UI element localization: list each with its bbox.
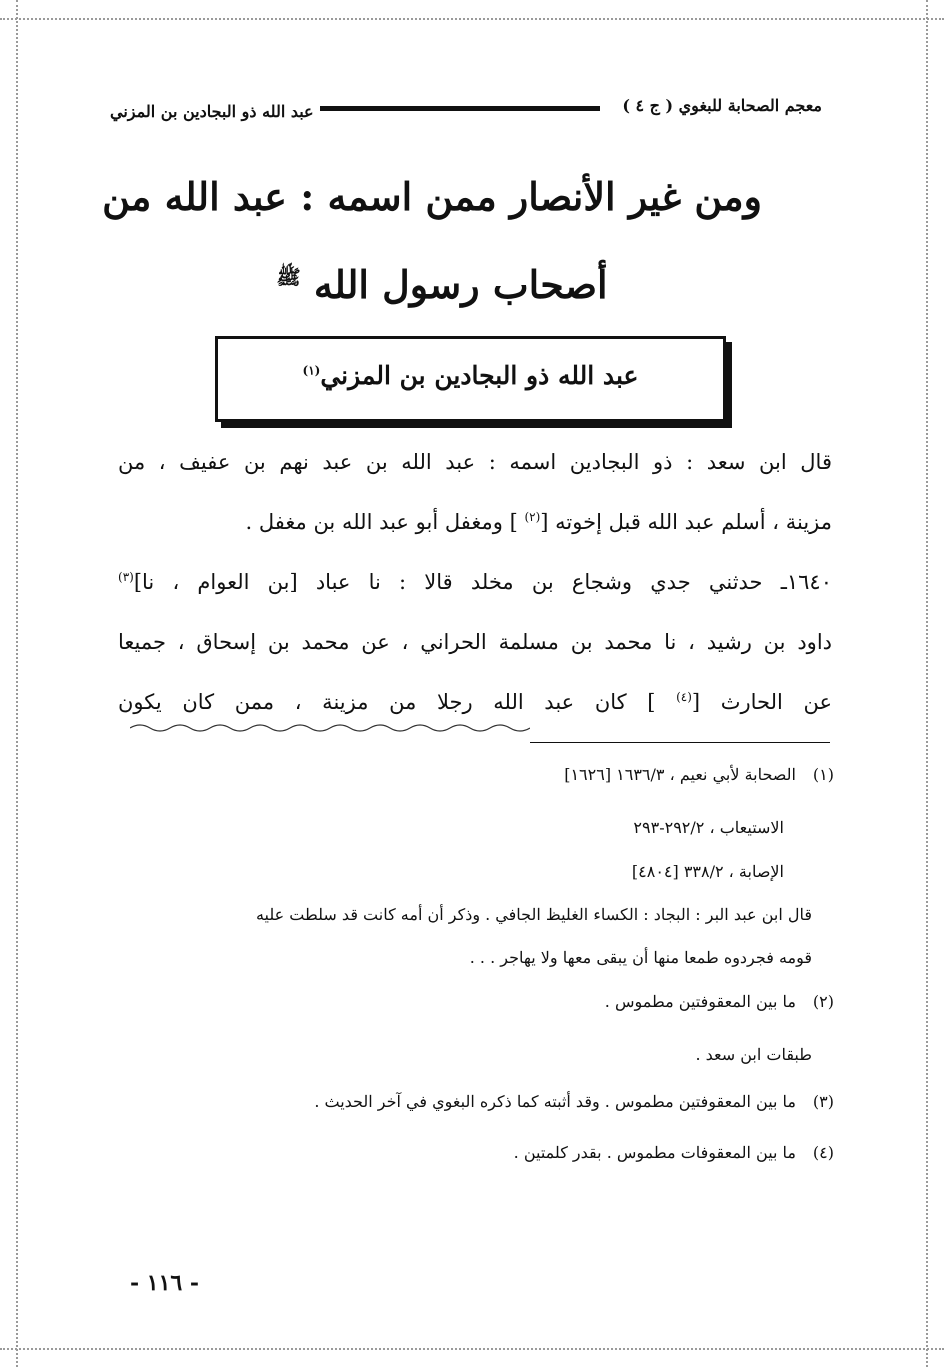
- body-line-5-end: ] كان عبد الله رجلا من مزينة ، ممن كان يكون: [118, 690, 656, 714]
- body-line-2-end: ] ومغفل أبو عبد الله بن مغفل .: [245, 510, 518, 534]
- entry-name-box: [215, 336, 726, 422]
- hadith-1640-start: ١٦٤٠ـ حدثني جدي وشجاع بن مخلد قالا : نا عباد [بن العوام ، نا]: [133, 570, 832, 594]
- footnote-3-line1: ما بين المعقوفتين مطموس . وقد أثبته كما ذكره البغوي في آخر الحديث .: [314, 1092, 796, 1111]
- body-line-5: [118, 690, 832, 714]
- header-rule: [320, 106, 600, 111]
- section-title-line1: ومن غير الأنصار ممن اسمه : عبد الله من: [102, 174, 762, 219]
- handwritten-underline: [130, 722, 530, 734]
- body-line-2: [118, 510, 832, 534]
- footnote-1-line2: الاستيعاب ، ٢٩٢/٢-٢٩٣: [633, 818, 784, 837]
- footnote-separator: [530, 742, 830, 743]
- footnote-2-line1: ما بين المعقوفتين مطموس .: [604, 992, 796, 1011]
- entry-name: [218, 361, 723, 390]
- footnote-1-line3: الإصابة ، ٣٣٨/٢ [٤٨٠٤]: [631, 862, 784, 881]
- header-entry-name: عبد الله ذو البجادين بن المزني: [110, 102, 314, 121]
- footnote-1-line5: قومه فجردوه طمعا منها أن يبقى معها ولا يهاجر . . .: [469, 948, 812, 967]
- header-book-title: معجم الصحابة للبغوي ( ج ٤ ): [622, 96, 822, 115]
- footnote-ref-4: (٤): [676, 690, 692, 704]
- bottom-margin-guide: [0, 1348, 944, 1350]
- body-line-2-start: مزينة ، أسلم عبد الله قبل إخوته [: [540, 510, 832, 534]
- section-title-line2: [122, 262, 762, 307]
- footnote-2-number: (٢): [812, 992, 834, 1011]
- footnote-3-number: (٣): [812, 1092, 834, 1111]
- footnote-1: [564, 765, 834, 784]
- footnote-2-line2: طبقات ابن سعد .: [695, 1045, 812, 1064]
- body-line-3: [118, 570, 832, 594]
- footnote-3: [314, 1092, 834, 1111]
- entry-name-text: عبد الله ذو البجادين بن المزني: [320, 361, 639, 390]
- footnote-1-line1: الصحابة لأبي نعيم ، ١٦٣٦/٣ [١٦٢٦]: [564, 765, 796, 784]
- footnote-ref-2: (٢): [524, 510, 541, 524]
- body-line-5-start: عن الحارث [: [691, 690, 832, 714]
- page-number: - ١١٦ -: [130, 1270, 200, 1296]
- right-margin-guide: [926, 0, 928, 1367]
- footnote-1-line4: قال ابن عبد البر : البجاد : الكساء الغليظ الجافي . وذكر أن أمه كانت قد سلطت عليه: [255, 905, 812, 924]
- left-margin-guide: [16, 0, 18, 1367]
- footnote-4-line1: ما بين المعقوفات مطموس . بقدر كلمتين .: [513, 1143, 796, 1162]
- section-title-text: أصحاب رسول الله: [313, 262, 608, 307]
- footnote-ref-1: (١): [302, 363, 321, 378]
- footnote-4: [514, 1143, 834, 1162]
- footnote-ref-3: (٣): [118, 570, 134, 584]
- running-header: [110, 96, 822, 126]
- footnote-2: [605, 992, 834, 1011]
- top-margin-guide: [0, 18, 944, 20]
- body-line-1: قال ابن سعد : ذو البجادين اسمه : عبد الله بن عبد نهم بن عفيف ، من: [118, 450, 832, 474]
- salla-ligature: ﷺ: [276, 265, 301, 289]
- footnote-1-number: (١): [812, 765, 834, 784]
- body-line-4: داود بن رشيد ، نا محمد بن مسلمة الحراني ، عن محمد بن إسحاق ، جميعا: [118, 630, 832, 654]
- footnote-4-number: (٤): [812, 1143, 834, 1162]
